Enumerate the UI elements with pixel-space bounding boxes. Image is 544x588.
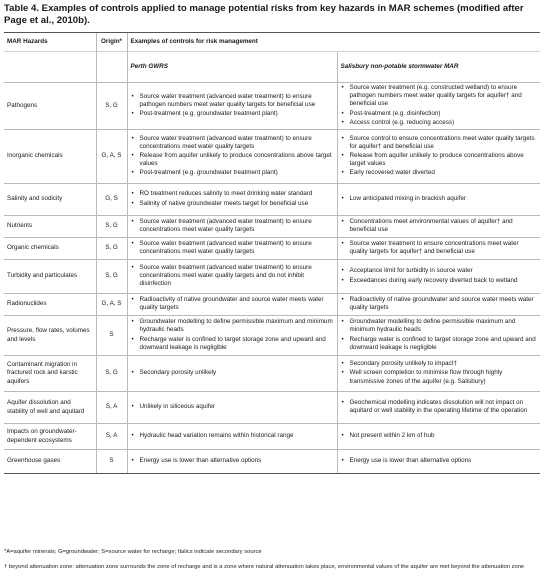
control-item: • Radioactivity of native groundwater and source water meets water quality targets <box>341 296 538 312</box>
salisbury-controls-cell <box>337 316 540 356</box>
table-row <box>4 450 540 474</box>
perth-controls-cell <box>127 450 337 474</box>
table-row <box>4 238 540 260</box>
control-item: • Release from aquifer unlikely to produce concentrations above target values <box>341 152 538 168</box>
control-list <box>131 296 334 312</box>
header-hazards: MAR Hazards <box>4 33 96 52</box>
control-item: • Well screen completion to minimise flow through highly transmissive zones of the aquifer (e.g. Salisbury) <box>341 369 538 385</box>
control-list <box>131 135 334 178</box>
control-item: • Source water treatment (advanced water treatment) to ensure concentrations meet water quality targets and do not inhibit disinfection <box>131 264 334 289</box>
origin-cell: S, G <box>96 83 127 130</box>
header-origin: Origin* <box>96 33 127 52</box>
origin-cell: G, S <box>96 184 127 216</box>
control-list <box>131 369 334 377</box>
control-list <box>131 318 334 352</box>
origin-cell: S, A <box>96 392 127 424</box>
origin-cell: G, A, S <box>96 130 127 184</box>
origin-cell: S, G <box>96 356 127 392</box>
control-item: • Energy use is lower than alternative options <box>131 457 334 465</box>
control-item: • Secondary porosity unlikely <box>131 369 334 377</box>
control-item: • Energy use is lower than alternative options <box>341 457 538 465</box>
hazard-cell: Radionuclides <box>4 294 96 316</box>
perth-controls-cell <box>127 424 337 450</box>
salisbury-controls-cell <box>337 356 540 392</box>
hazard-cell: Contaminant migration in fractured rock and karstic aquifers <box>4 356 96 392</box>
control-item: • Post-treatment (e.g. groundwater treatment plant) <box>131 169 334 177</box>
hazard-cell: Pressure, flow rates, volumes and levels <box>4 316 96 356</box>
table-row <box>4 424 540 450</box>
hazard-controls-table <box>4 32 540 474</box>
control-list <box>341 360 538 386</box>
hazard-cell: Impacts on groundwater-dependent ecosystems <box>4 424 96 450</box>
salisbury-controls-cell <box>337 450 540 474</box>
control-item: • Groundwater modelling to define permissible maximum and minimum hydraulic heads <box>341 318 538 334</box>
control-list <box>131 457 334 465</box>
control-item: • Source water treatment (advanced water treatment) to ensure concentrations meet water quality targets <box>131 135 334 151</box>
hazard-cell: Pathogens <box>4 83 96 130</box>
scheme-spacer <box>4 52 96 83</box>
salisbury-controls-cell <box>337 424 540 450</box>
hazard-cell: Aquifer dissolution and stability of well and aquitard <box>4 392 96 424</box>
control-item: • Post-treatment (e.g. groundwater treatment plant) <box>131 110 334 118</box>
control-item: • Source water treatment (advanced water treatment) to ensure concentrations meet water quality targets <box>131 218 334 234</box>
table-row <box>4 83 540 130</box>
origin-cell: S, G <box>96 216 127 238</box>
control-item: • Source water treatment (advanced water treatment) to ensure concentrations meet water quality targets <box>131 240 334 256</box>
table-row <box>4 184 540 216</box>
salisbury-controls-cell <box>337 184 540 216</box>
control-list <box>131 93 334 119</box>
salisbury-controls-cell <box>337 83 540 130</box>
perth-controls-cell <box>127 130 337 184</box>
hazard-cell: Greenhouse gases <box>4 450 96 474</box>
origin-cell: S <box>96 316 127 356</box>
perth-controls-cell <box>127 238 337 260</box>
control-list <box>341 84 538 127</box>
scheme-spacer <box>96 52 127 83</box>
control-item: • Geochemical modelling indicates dissolution will not impact on aquitard or well stability in the operating lifetime of the operation <box>341 399 538 415</box>
table-header-row <box>4 33 540 52</box>
scheme-salisbury: Salisbury non-potable stormwater MAR <box>337 52 540 83</box>
perth-controls-cell <box>127 392 337 424</box>
table-row <box>4 294 540 316</box>
table-caption: Table 4. Examples of controls applied to manage potential risks from key hazards in MAR schemes (modified after Page et al., 2010b). <box>4 3 524 26</box>
control-item: • Exceedances during early recovery diverted back to wetland <box>341 277 538 285</box>
control-item: • Source water treatment (e.g. constructed wetland) to ensure pathogen numbers meet water quality targets for aquifer† and beneficial use <box>341 84 538 109</box>
control-list <box>131 190 334 207</box>
perth-controls-cell <box>127 316 337 356</box>
control-item: • Source water treatment (advanced water treatment) to ensure pathogen numbers meet water quality targets for beneficial use <box>131 93 334 109</box>
hazard-cell: Organic chemicals <box>4 238 96 260</box>
control-list <box>341 399 538 415</box>
control-list <box>131 264 334 289</box>
hazard-cell: Inorganic chemicals <box>4 130 96 184</box>
origin-cell: S <box>96 450 127 474</box>
control-item: • Hydraulic head variation remains within historical range <box>131 432 334 440</box>
control-list <box>341 457 538 465</box>
table-row <box>4 216 540 238</box>
salisbury-controls-cell <box>337 130 540 184</box>
salisbury-controls-cell <box>337 294 540 316</box>
control-item: • Post-treatment (e.g. disinfection) <box>341 110 538 118</box>
control-item: • Recharge water is confined to target storage zone and upward and downward leakage is negligible <box>131 336 334 352</box>
origin-cell: G, A, S <box>96 294 127 316</box>
control-list <box>131 218 334 234</box>
attenuation-footnote: † beyond attenuation zone: attenuation zone surrounds the zone of recharge and is a zone where natural attenuation takes place, environmental values of the aquifer are met beyond the attenuation zone <box>4 564 525 570</box>
control-item: • Early recovered water diverted <box>341 169 538 177</box>
control-item: • Unlikely in siliceous aquifer <box>131 403 334 411</box>
salisbury-controls-cell <box>337 238 540 260</box>
origin-cell: S, G <box>96 260 127 294</box>
origin-cell: S, G <box>96 238 127 260</box>
table-row <box>4 316 540 356</box>
salisbury-controls-cell <box>337 216 540 238</box>
header-controls: Examples of controls for risk management <box>127 33 540 52</box>
scheme-perth: Perth GWRS <box>127 52 337 83</box>
control-item: • Not present within 2 km of hub <box>341 432 538 440</box>
control-list <box>341 267 538 284</box>
hazard-cell: Nutrients <box>4 216 96 238</box>
salisbury-controls-cell <box>337 260 540 294</box>
perth-controls-cell <box>127 83 337 130</box>
perth-controls-cell <box>127 260 337 294</box>
perth-controls-cell <box>127 356 337 392</box>
perth-controls-cell <box>127 294 337 316</box>
control-item: • RO treatment reduces salinity to meet drinking water standard <box>131 190 334 198</box>
control-item: • Salinity of native groundwater meets target for beneficial use <box>131 200 334 208</box>
control-item: • Source water treatment to ensure concentrations meet water quality targets for aquifer† and beneficial use <box>341 240 538 256</box>
control-list <box>341 240 538 256</box>
origin-cell: S, A <box>96 424 127 450</box>
table-row <box>4 130 540 184</box>
control-item: • Access control (e.g. reducing access) <box>341 119 538 127</box>
control-list <box>341 195 538 203</box>
scheme-header-row <box>4 52 540 83</box>
control-item: • Radioactivity of native groundwater and source water meets water quality targets <box>131 296 334 312</box>
control-item: • Release from aquifer unlikely to produce concentrations above target values <box>131 152 334 168</box>
control-list <box>131 432 334 440</box>
control-list <box>341 218 538 234</box>
control-list <box>341 296 538 312</box>
salisbury-controls-cell <box>337 392 540 424</box>
control-list <box>131 403 334 411</box>
table-row <box>4 392 540 424</box>
control-list <box>341 432 538 440</box>
control-list <box>341 135 538 178</box>
control-list <box>131 240 334 256</box>
control-item: • Low anticipated mixing in brackish aquifer <box>341 195 538 203</box>
table-row <box>4 260 540 294</box>
control-list <box>341 318 538 352</box>
table-row <box>4 356 540 392</box>
hazard-cell: Salinity and sodicity <box>4 184 96 216</box>
perth-controls-cell <box>127 184 337 216</box>
control-item: • Source control to ensure concentrations meet water quality targets for aquifer† and beneficial use <box>341 135 538 151</box>
origin-footnote: *A=aquifer minerals; G=groundwater; S=source water for recharge; Italics indicate secondary source <box>4 549 262 555</box>
control-item: • Recharge water is confined to target storage zone and upward and downward leakage is negligible <box>341 336 538 352</box>
control-item: • Secondary porosity unlikely to impact† <box>341 360 538 368</box>
perth-controls-cell <box>127 216 337 238</box>
control-item: • Groundwater modelling to define permissible maximum and minimum hydraulic heads <box>131 318 334 334</box>
hazard-cell: Turbidity and particulates <box>4 260 96 294</box>
control-item: • Acceptance limit for turbidity in source water <box>341 267 538 275</box>
control-item: • Concentrations meet environmental values of aquifer† and beneficial use <box>341 218 538 234</box>
